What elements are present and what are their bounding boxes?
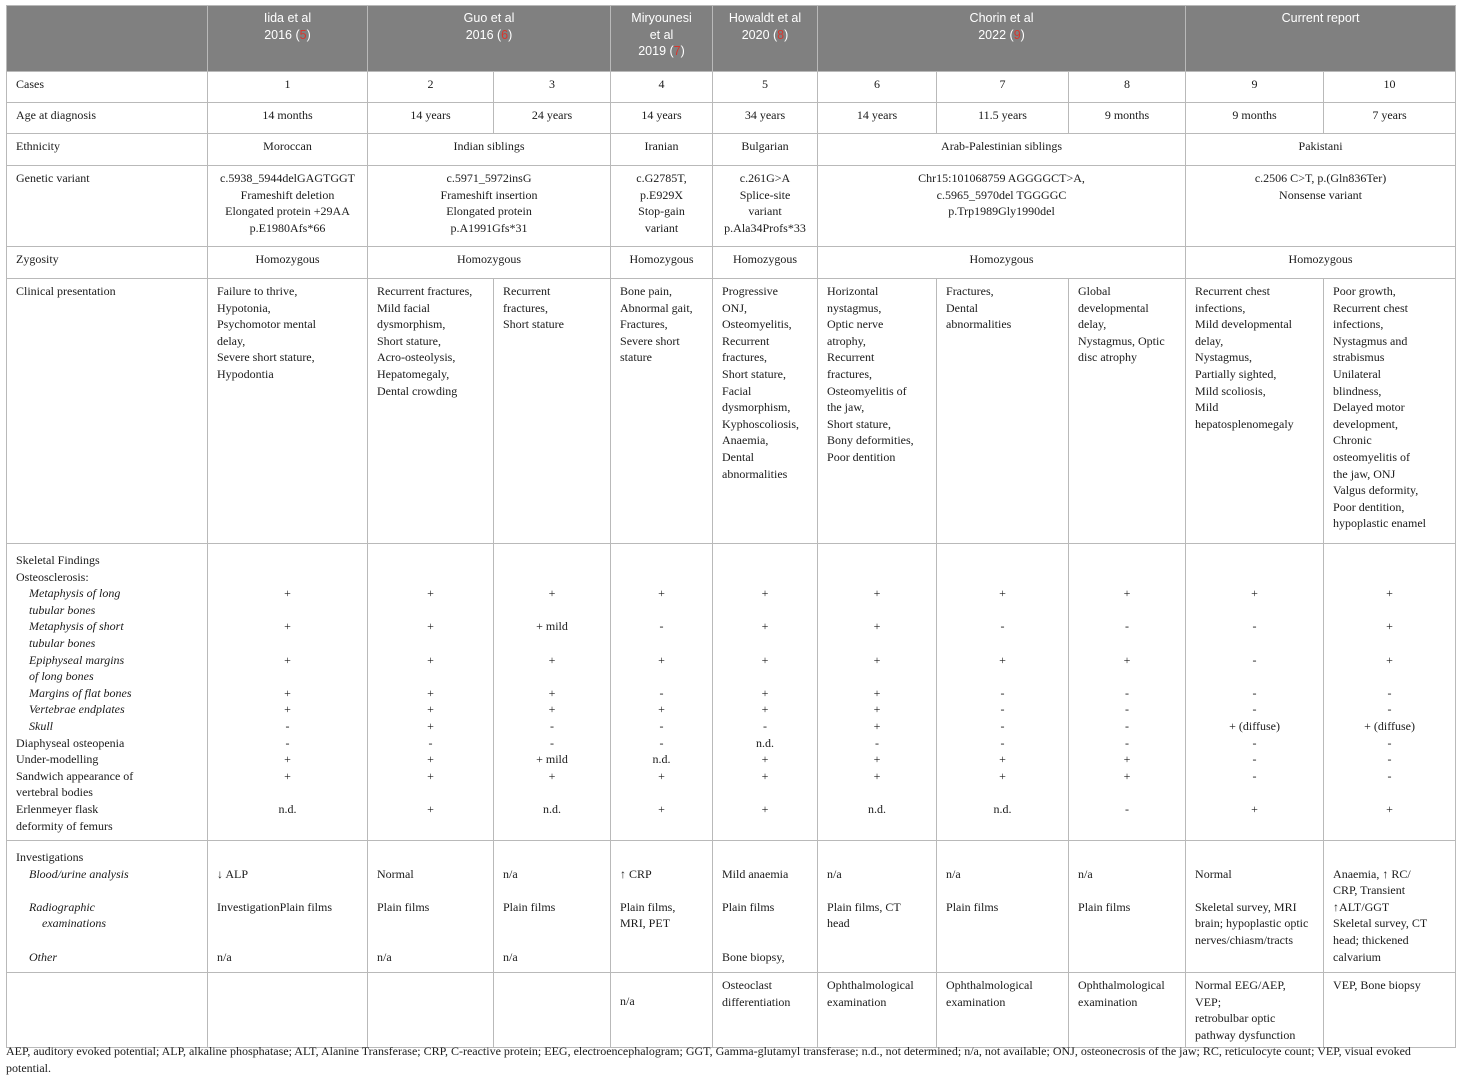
radiographic-value: Plain films <box>377 899 430 914</box>
cell: Recurrent chest infections, Mild developmental delay, Nystagmus, Partially sighted, Mild scoliosis, Mild hepatosplenomegaly <box>1186 279 1324 544</box>
skeletal-finding-value: n.d. <box>652 752 671 767</box>
cell: Ophthalmological examination <box>1069 973 1186 1048</box>
skeletal-finding-value: - <box>1252 752 1257 767</box>
row-skeletal-findings <box>7 544 1456 841</box>
skeletal-finding-value: + <box>1386 801 1393 816</box>
radiographic-value: Plain films, MRI, PET <box>620 899 676 931</box>
skeletal-finding-label: Epiphyseal margins <box>29 652 125 667</box>
cell: Failure to thrive, Hypotonia, Psychomotor mental delay, Severe short stature, Hypodontia <box>208 279 368 544</box>
skeletal-finding-value: + <box>873 752 881 767</box>
other-investigation-value: n/a <box>503 949 518 964</box>
cell: Fractures, Dental abnormalities <box>937 279 1069 544</box>
blood-urine-value: n/a <box>827 866 842 881</box>
reference-link[interactable]: 8 <box>777 27 785 42</box>
cell: c.5971_5972insG Frameshift insertion Elongated protein p.A1991Gfs*31 <box>368 166 611 247</box>
cell <box>1186 841 1324 973</box>
skeletal-finding-label: Under-modelling <box>16 752 99 767</box>
blood-urine-value: Normal <box>1195 866 1232 881</box>
skeletal-finding-value: + <box>1386 619 1393 634</box>
cell: Chr15:101068759 AGGGGCT>A, c.5965_5970del TGGGGC p.Trp1989Gly1990del <box>818 166 1186 247</box>
skeletal-finding-value: + <box>999 768 1006 783</box>
skeletal-finding-value: + <box>761 652 769 667</box>
row-genetic-variant <box>7 166 1456 247</box>
blood-urine-value: n/a <box>1078 866 1093 881</box>
reference-link[interactable]: 9 <box>1013 27 1021 42</box>
skeletal-finding-value: + <box>761 752 769 767</box>
skeletal-finding-value: - <box>1125 685 1130 700</box>
header-row <box>7 6 1456 72</box>
skeletal-finding-value: - <box>1387 752 1392 767</box>
cell: Osteoclast differentiation <box>713 973 818 1048</box>
row-cases <box>7 72 1456 103</box>
reference-link[interactable]: 5 <box>299 27 307 42</box>
skeletal-finding-value: + <box>761 801 769 816</box>
skeletal-finding-value: + <box>1123 768 1131 783</box>
skeletal-finding-value: + <box>284 768 291 783</box>
radiographic-value: Plain films <box>503 899 556 914</box>
cell <box>818 841 937 973</box>
cell: 9 <box>1186 72 1324 103</box>
cell <box>494 973 611 1048</box>
blood-urine-value: Normal <box>377 866 414 881</box>
radiographic-value: Plain films, CT head <box>827 899 901 931</box>
cell <box>368 973 494 1048</box>
skeletal-finding-label: deformity of femurs <box>16 818 113 833</box>
skeletal-finding-value: + <box>999 586 1006 601</box>
cell: 10 <box>1324 72 1456 103</box>
cell <box>368 544 494 841</box>
skeletal-finding-value: + mild <box>536 619 568 634</box>
cell: Arab-Palestinian siblings <box>818 134 1186 166</box>
row-label: Ethnicity <box>7 134 208 166</box>
skeletal-finding-value: - <box>1000 685 1005 700</box>
skeletal-finding-value: + <box>658 586 665 601</box>
skeletal-finding-value: - <box>285 735 290 750</box>
cell: Horizontal nystagmus, Optic nerve atrophy, Recurrent fractures, Osteomyelitis of the jaw, Short stature, Bony deformities, Poor dentition <box>818 279 937 544</box>
skeletal-finding-value: + <box>873 768 881 783</box>
skeletal-finding-label: tubular bones <box>29 635 96 650</box>
radiographic-value: Plain films <box>1078 899 1131 914</box>
skeletal-finding-value: - <box>1000 718 1005 733</box>
comparison-table <box>6 5 1456 1048</box>
cell: Bulgarian <box>713 134 818 166</box>
skeletal-finding-value: - <box>659 718 664 733</box>
skeletal-finding-value: - <box>659 685 664 700</box>
row-ethnicity <box>7 134 1456 166</box>
cell: 9 months <box>1186 103 1324 134</box>
skeletal-finding-value: + <box>427 801 434 816</box>
cell <box>713 544 818 841</box>
cell: 14 months <box>208 103 368 134</box>
cell <box>1324 544 1456 841</box>
skeletal-finding-label: Sandwich appearance of <box>16 768 134 783</box>
cell: Moroccan <box>208 134 368 166</box>
skeletal-finding-value: - <box>1252 619 1257 634</box>
skeletal-finding-value: + <box>1386 586 1393 601</box>
skeletal-finding-value: + <box>873 586 881 601</box>
skeletal-finding-label: Erlenmeyer flask <box>16 801 99 816</box>
radiographic-value: Plain films <box>722 899 775 914</box>
blood-urine-value: n/a <box>946 866 961 881</box>
skeletal-finding-value: + <box>548 768 556 783</box>
cell: Ophthalmological examination <box>937 973 1069 1048</box>
skeletal-finding-label: Metaphysis of short <box>29 619 124 634</box>
skeletal-finding-value: + <box>873 718 881 733</box>
skeletal-finding-value: + <box>427 685 434 700</box>
cell: c.5938_5944delGAGTGGT Frameshift deletion Elongated protein +29AA p.E1980Afs*66 <box>208 166 368 247</box>
skeletal-finding-value: + <box>658 768 665 783</box>
skeletal-finding-value: + <box>548 685 556 700</box>
skeletal-finding-value: n.d. <box>993 801 1012 816</box>
skeletal-finding-value: + <box>427 718 434 733</box>
cell: Progressive ONJ, Osteomyelitis, Recurrent fractures, Short stature, Facial dysmorphism, Kyphoscoliosis, Anaemia, Dental abnormalities <box>713 279 818 544</box>
cell: 14 years <box>611 103 713 134</box>
skeletal-finding-value: - <box>1252 768 1257 783</box>
skeletal-finding-value: - <box>1387 735 1392 750</box>
cell: 14 years <box>368 103 494 134</box>
cell <box>1324 841 1456 973</box>
skeletal-finding-value: + <box>1123 652 1131 667</box>
cell <box>208 841 368 973</box>
cell: 4 <box>611 72 713 103</box>
cell <box>611 841 713 973</box>
skeletal-finding-label: vertebral bodies <box>16 785 93 800</box>
skeletal-finding-label: Vertebrae endplates <box>29 702 125 717</box>
skeletal-finding-value: + <box>761 702 769 717</box>
skeletal-finding-value: + <box>427 768 434 783</box>
skeletal-finding-label: Skull <box>29 718 53 733</box>
radiographic-value: Skeletal survey, MRI brain; hypoplastic optic nerves/chiasm/tracts <box>1195 899 1309 947</box>
skeletal-finding-value: + <box>548 652 556 667</box>
skeletal-finding-value: + <box>761 768 769 783</box>
skeletal-finding-value: + (diffuse) <box>1229 718 1280 733</box>
cell: Homozygous <box>818 247 1186 279</box>
row-label: Skeletal Findings Osteosclerosis: Metaphysis of long tubular bones Metaphysis of short tubular bones Epiphyseal margins of long bones Margins of flat bones Vertebrae endplates Skull Diaphyseal osteopenia Under-modelling Sandwich appearance of vertebral bodies Erlenmeyer flask deformity of femurs <box>7 544 208 841</box>
cell: 24 years <box>494 103 611 134</box>
skeletal-finding-value: + <box>548 702 556 717</box>
cell: c.2506 C>T, p.(Gln836Ter) Nonsense variant <box>1186 166 1456 247</box>
cell: Bone pain, Abnormal gait, Fractures, Severe short stature <box>611 279 713 544</box>
cell: Global developmental delay, Nystagmus, Optic disc atrophy <box>1069 279 1186 544</box>
blood-urine-value: ↓ ALP <box>217 866 249 881</box>
reference-link[interactable]: 7 <box>673 44 681 58</box>
skeletal-finding-value: + <box>284 685 291 700</box>
skeletal-finding-value: - <box>1387 685 1392 700</box>
skeletal-finding-value: + <box>761 619 769 634</box>
cell: Ophthalmological examination <box>818 973 937 1048</box>
cell <box>208 544 368 841</box>
cell: 34 years <box>713 103 818 134</box>
skeletal-finding-value: + <box>548 586 556 601</box>
row-clinical-presentation <box>7 279 1456 544</box>
header-current-report: Current report <box>1186 6 1456 72</box>
row-label: Genetic variant <box>7 166 208 247</box>
skeletal-finding-label: Margins of flat bones <box>29 685 132 700</box>
cell: 5 <box>713 72 818 103</box>
skeletal-finding-value: + <box>1251 801 1258 816</box>
skeletal-finding-value: + <box>1386 652 1393 667</box>
cell <box>611 544 713 841</box>
skeletal-finding-value: + mild <box>536 752 568 767</box>
skeletal-finding-value: - <box>875 735 880 750</box>
skeletal-finding-value: + <box>761 685 769 700</box>
skeletal-finding-value: + <box>873 652 881 667</box>
row-label: Zygosity <box>7 247 208 279</box>
skeletal-finding-value: + (diffuse) <box>1364 718 1415 733</box>
cell: Homozygous <box>368 247 611 279</box>
skeletal-finding-label: tubular bones <box>29 602 96 617</box>
skeletal-finding-value: - <box>1000 702 1005 717</box>
cell <box>713 841 818 973</box>
cell: 8 <box>1069 72 1186 103</box>
table-footnote: AEP, auditory evoked potential; ALP, alkaline phosphatase; ALT, Alanine Transferase; CRP, C-reactive protein; EEG, electroencephalogram; GGT, Gamma-glutamyl transferase; n.d., not determined; n/a, not available; ONJ, osteonecrosis of the jaw; RC, reticulocyte count; VEP, visual evoked potential. <box>6 1044 1411 1075</box>
reference-link[interactable]: 6 <box>501 27 509 42</box>
cell: n/a <box>611 973 713 1048</box>
header-iida: Iida et al 2016 (5) <box>208 6 368 72</box>
row-investigations <box>7 841 1456 973</box>
row-age <box>7 103 1456 134</box>
skeletal-finding-value: - <box>1387 702 1392 717</box>
cell <box>494 544 611 841</box>
skeletal-finding-value: + <box>284 752 291 767</box>
skeletal-finding-value: - <box>550 718 554 733</box>
header-guo: Guo et al 2016 (6) <box>368 6 611 72</box>
skeletal-finding-value: + <box>658 702 665 717</box>
skeletal-finding-value: - <box>659 735 664 750</box>
cell: Poor growth, Recurrent chest infections, Nystagmus and strabismus Unilateral blindness, Delayed motor development, Chronic osteomyelitis of the jaw, ONJ Valgus deformity, Poor dentition, hypoplastic enamel <box>1324 279 1456 544</box>
cell: c.G2785T, p.E929X Stop-gain variant <box>611 166 713 247</box>
skeletal-finding-value: + <box>1123 586 1131 601</box>
cell: Recurrent fractures, Short stature <box>494 279 611 544</box>
skeletal-finding-value: - <box>1125 619 1130 634</box>
cell: Normal EEG/AEP, VEP; retrobulbar optic pathway dysfunction <box>1186 973 1324 1048</box>
cell: Pakistani <box>1186 134 1456 166</box>
cell: 9 months <box>1069 103 1186 134</box>
skeletal-finding-value: + <box>427 619 434 634</box>
cell: Recurrent fractures, Mild facial dysmorphism, Short stature, Acro-osteolysis, Hepatomegaly, Dental crowding <box>368 279 494 544</box>
cell: Homozygous <box>208 247 368 279</box>
cell: 7 years <box>1324 103 1456 134</box>
skeletal-finding-value: - <box>1125 702 1130 717</box>
skeletal-finding-value: + <box>999 652 1006 667</box>
header-chorin: Chorin et al 2022 (9) <box>818 6 1186 72</box>
cell: 7 <box>937 72 1069 103</box>
skeletal-finding-value: - <box>1387 768 1392 783</box>
skeletal-finding-value: - <box>1252 702 1257 717</box>
skeletal-finding-value: + <box>284 652 291 667</box>
row-other-investigations <box>7 973 1456 1048</box>
skeletal-finding-value: + <box>658 801 665 816</box>
skeletal-finding-value: - <box>1252 652 1257 667</box>
cell <box>937 841 1069 973</box>
cell <box>1186 544 1324 841</box>
cell <box>818 544 937 841</box>
cell: c.261G>A Splice-site variant p.Ala34Profs*33 <box>713 166 818 247</box>
skeletal-finding-value: - <box>1000 619 1005 634</box>
cell <box>208 973 368 1048</box>
cell: 6 <box>818 72 937 103</box>
skeletal-finding-value: n.d. <box>543 801 561 816</box>
skeletal-finding-value: - <box>659 619 664 634</box>
skeletal-finding-value: + <box>873 685 881 700</box>
cell: 1 <box>208 72 368 103</box>
skeletal-finding-value: + <box>658 652 665 667</box>
cell: Indian siblings <box>368 134 611 166</box>
skeletal-finding-value: - <box>285 718 290 733</box>
radiographic-value: Plain films <box>946 899 999 914</box>
skeletal-finding-value: n.d. <box>868 801 887 816</box>
row-label: Cases <box>7 72 208 103</box>
header-empty <box>7 6 208 72</box>
radiographic-value: Skeletal survey, CT head; thickened calvarium <box>1333 916 1428 964</box>
skeletal-finding-value: - <box>1252 685 1257 700</box>
skeletal-finding-value: - <box>428 735 433 750</box>
skeletal-finding-value: + <box>1123 752 1131 767</box>
header-howaldt: Howaldt et al 2020 (8) <box>713 6 818 72</box>
cell <box>494 841 611 973</box>
row-zygosity <box>7 247 1456 279</box>
skeletal-finding-value: - <box>1125 735 1130 750</box>
blood-urine-value: Anaemia, ↑ RC/ CRP, Transient ↑ALT/GGT <box>1333 866 1411 914</box>
other-investigation-value: n/a <box>377 949 392 964</box>
cell: 14 years <box>818 103 937 134</box>
skeletal-finding-value: - <box>1125 801 1130 816</box>
skeletal-finding-value: + <box>999 752 1006 767</box>
header-miryounesi: Miryounesi et al 2019 (7) <box>611 6 713 72</box>
skeletal-finding-value: + <box>284 586 291 601</box>
cell: 2 <box>368 72 494 103</box>
skeletal-finding-value: - <box>763 718 768 733</box>
skeletal-finding-value: - <box>1252 735 1257 750</box>
skeletal-finding-value: + <box>427 652 434 667</box>
row-label <box>7 973 208 1048</box>
skeletal-finding-value: - <box>550 735 554 750</box>
skeletal-finding-value: - <box>1125 718 1130 733</box>
radiographic-value: InvestigationPlain films <box>217 899 332 914</box>
blood-urine-value: ↑ CRP <box>620 866 652 881</box>
cell <box>1069 544 1186 841</box>
row-label: Investigations Blood/urine analysis Radiographic examinations Other <box>7 841 208 973</box>
skeletal-finding-value: + <box>284 702 291 717</box>
cell: Homozygous <box>1186 247 1456 279</box>
skeletal-finding-value: n.d. <box>756 735 775 750</box>
skeletal-finding-value: + <box>427 702 434 717</box>
cell: Homozygous <box>713 247 818 279</box>
other-investigation-value: n/a <box>217 949 232 964</box>
cell <box>937 544 1069 841</box>
skeletal-finding-value: + <box>427 752 434 767</box>
skeletal-finding-value: + <box>761 586 769 601</box>
skeletal-finding-value: + <box>873 619 881 634</box>
skeletal-finding-value: + <box>1251 586 1258 601</box>
row-label: Clinical presentation <box>7 279 208 544</box>
skeletal-finding-label: Metaphysis of long <box>29 586 121 601</box>
skeletal-finding-value: + <box>284 619 291 634</box>
cell: 11.5 years <box>937 103 1069 134</box>
row-label: Age at diagnosis <box>7 103 208 134</box>
cell <box>368 841 494 973</box>
skeletal-finding-value: - <box>1000 735 1005 750</box>
cell: 3 <box>494 72 611 103</box>
skeletal-finding-value: + <box>427 586 434 601</box>
skeletal-finding-label: Diaphyseal osteopenia <box>16 735 125 750</box>
other-investigation-value: Bone biopsy, <box>722 949 785 964</box>
cell: Homozygous <box>611 247 713 279</box>
blood-urine-value: Mild anaemia <box>722 866 789 881</box>
blood-urine-value: n/a <box>503 866 518 881</box>
cell: Iranian <box>611 134 713 166</box>
cell <box>1069 841 1186 973</box>
skeletal-finding-value: n.d. <box>278 801 297 816</box>
skeletal-finding-label: of long bones <box>29 669 94 684</box>
skeletal-finding-value: + <box>873 702 881 717</box>
cell: VEP, Bone biopsy <box>1324 973 1456 1048</box>
